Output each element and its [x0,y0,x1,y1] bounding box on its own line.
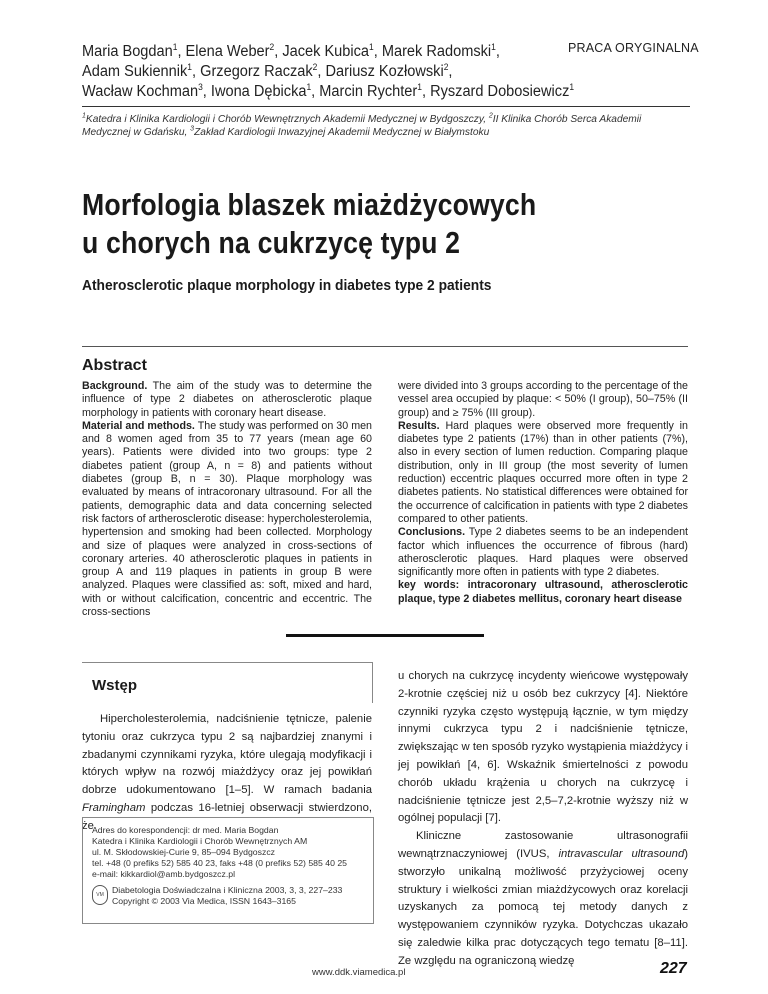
authors-line-3: Wacław Kochman$^3$, Iwona Dębicka$^1$, Marcin Rychter$^1$, Ryszard Dobosiewicz$^1$ [82,81,575,100]
affiliations: $^1$Katedra i Klinika Kardiologii i Chorób Wewnętrznych Akademii Medycznej w Bydgoszczy, $^2$II Klinika Chorób Serca Akademii Medycznej w Gdańsku, $^3$Zakład Kardiologii Inwazyjnej Akademii Medycznej w Białymstoku [82,112,642,138]
correspondence-address: Adres do korespondencji: dr med. Maria Bogdan Katedra i Klinika Kardiologii i Chorób Wewnętrznych AM ul. M. Skłodowskiej-Curie 9, 85–094 Bydgoszcz tel. +48 (0 prefiks 52) 585 40 23, faks +48 (0 prefiks 52) 585 40 25 e-mail: kikkardiol@amb.bydgoszcz.pl [92,825,372,880]
article-title-polish: Morfologia blaszek miażdżycowych u chorych na cukrzycę typu 2 [82,187,537,260]
intro-column-right: u chorych na cukrzycę incydenty wieńcowe występowały 2-krotnie częściej niż u osób bez cukrzycy [4]. Niektóre czynniki ryzyka często występują łącznie, w tym między innymi cukrzyca typu 2 i nadciśnienie tętnicze, zwiększając w ten sposób ryzyko wystąpienia miażdżycy i jej powikłań [4, 6]. Wskaźnik śmiertelności z powodu chorób układu krążenia u chorych na cukrzycę i nadciśnienie tętnicze jest 2,5–7,2-krotnie wyższy niż w ogólnej populacji [7]. Kliniczne zastosowanie ultrasonografii wewnątrznaczyniowej (IVUS, intravascular ultrasound) stworzyło unikalną możliwość przyżyciowej oceny struktury i wielkości zmian miażdżycowych oraz korelacji uzyskanych za pomocą tej metody danych z występowaniem czynników ryzyka. Dotychczas ukazało się zaledwie kilka prac dotyczących tego tematu [8–11]. Ze względu na ograniczoną wiedzę [398,670,689,967]
page-number: 227 [660,960,687,977]
correspondence-email: e-mail: kikkardiol@amb.bydgoszcz.pl [92,869,236,879]
abstract-methods-cont: were divided into 3 groups according to the percentage of the vessel area occupied by plaque: < 50% (I group), 50–75% (II group) and ≥ 75% (III group). [398,380,688,419]
abstract-column-left [82,380,372,619]
abstract-keywords: key words: intracoronary ultrasound, atherosclerotic plaque, type 2 diabetes mellitus, coronary heart disease [398,579,688,605]
article-type-label: PRACA ORYGINALNA [568,41,699,55]
abstract-conclusions: Conclusions. Type 2 diabetes seems to be an independent factor which influences the occurrence of fibrous (hard) atherosclerotic plaques. Hard plaques were observed significantly more often in patients with type 2 diabetes. [398,526,688,579]
abstract-results: Results. Hard plaques were observed more frequently in diabetes type 2 patients (17%) than in other patients (7%), also in every section of lumen reduction. Comparing plaque distribution, only in III group (the most severity of lumen reduction) eccentric plaques occurred more often in type 2 diabetes patients. No statistical differences were obtained for the occurrence of calcification in patients with type 2 diabetes compared to other patients. [398,419,688,525]
section-separator [286,634,484,637]
article-title-english: Atherosclerotic plaque morphology in diabetes type 2 patients [82,277,492,294]
abstract-column-right [398,380,688,606]
author-list [82,42,608,102]
section-heading-wstep: Wstęp [92,677,137,694]
abstract-divider [82,346,688,347]
publisher-logo-icon: VM [92,885,108,905]
authors-line-2: Adam Sukiennik$^1$, Grzegorz Raczak$^2$, Dariusz Kozłowski$^2$, [82,61,453,80]
header-divider [82,106,690,107]
journal-citation: Diabetologia Doświadczalna i Kliniczna 2003, 3, 3, 227–233 Copyright © 2003 Via Medica, ISSN 1643–3165 [112,885,343,906]
abstract-methods: Material and methods. The study was performed on 30 men and 8 women aged from 35 to 77 years (mean age 60 years). Patients were divided into two groups: type 2 diabetes patient (group A, n = 8) and patients without diabetes (group B, n = 30). Plaque morphology was evaluated by means of intracoronary ultrasound. For all the patients, demographic data and data concerning selected risk factors of artherosclerotic disease: hypercholesterolemia, hypertension and smoking had been collected. Morphology and size of plaques were analyzed in cross-sections of coronary arteries. 40 atherosclerotic plaques in patients in group A and 119 plaques in patients in group B were analyzed. Plaques were classified as: soft, mixed and hard, with or without calcification, concentric and eccentric. The cross-sections [82,419,372,619]
intro-column-left: Hipercholesterolemia, nadciśnienie tętnicze, palenie tytoniu oraz cukrzyca typu 2 są najbardziej znanymi i zbadanymi czynnikami ryzyka, które ulegają modyfikacji i których wpływ na rozwój miażdżycy oraz jej powikłań dobrze udokumentowano [1–5]. W ramach badania Framingham podczas 16-letniej obserwacji stwierdzono, że [82,713,372,832]
abstract-background: Background. The aim of the study was to determine the influence of type 2 diabetes on atherosclerotic plaque morphology in patients with coronary heart disease. [82,380,372,419]
footer-url: www.ddk.viamedica.pl [312,967,406,978]
abstract-heading: Abstract [82,357,147,374]
authors-line-1: Maria Bogdan$^1$, Elena Weber$^2$, Jacek Kubica$^1$, Marek Radomski$^1$, [82,41,500,60]
